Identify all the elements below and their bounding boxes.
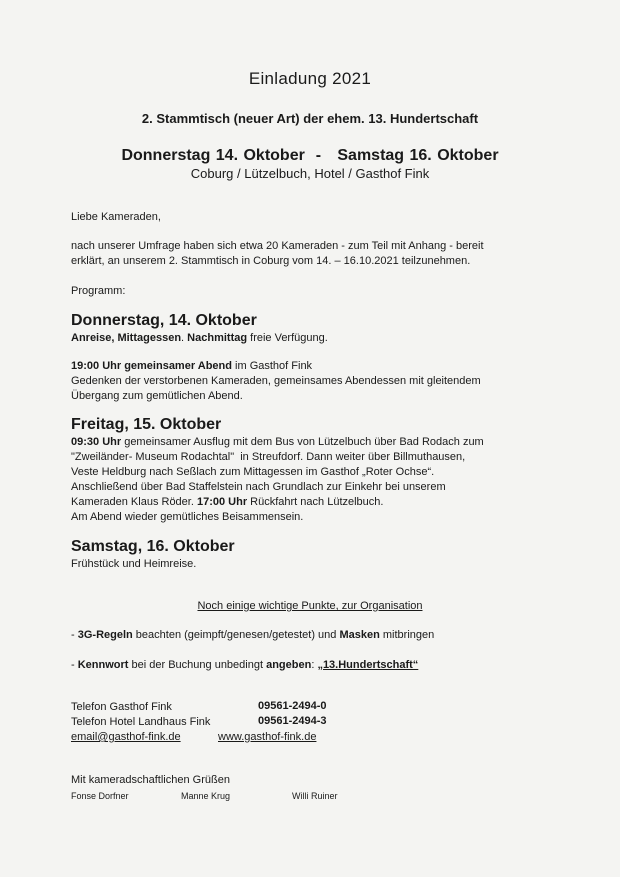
day1-evening-line [71,359,312,374]
contact-phone-1[interactable]: 09561-2494-0 [258,700,327,712]
point-2-mid: bei der Buchung unbedingt [128,659,267,671]
bullet-dash: - [71,659,78,671]
day1-sep: . [181,332,188,344]
day2-line-3: Veste Heldburg nach Seßlach zum Mittagessen im Gasthof „Roter Ochse“. [71,466,435,478]
organisation-point-1 [71,628,434,643]
3g-rules: 3G-Regeln [77,629,133,641]
contact-label-2: Telefon Hotel Landhaus Fink [71,716,211,728]
website-link[interactable]: www.gasthof-fink.de [218,731,317,743]
signature-name-2: Manne Krug [181,791,231,801]
masks: Masken [339,629,380,641]
document-title: Einladung 2021 [248,69,372,88]
signature-name-1: Fonse Dorfner [71,791,129,801]
programm-label: Programm: [71,285,126,297]
day1-evening: 19:00 Uhr gemeinsamer Abend [71,360,232,372]
date-range: Donnerstag 14. Oktober - Samstag 16. Oktober [121,147,499,164]
day1-arrival-line [71,331,328,346]
event-location: Coburg / Lützelbuch, Hotel / Gasthof Fink [190,166,430,181]
greeting: Liebe Kameraden, [71,211,161,223]
password-label: Kennwort [77,659,129,671]
organisation-heading: Noch einige wichtige Punkte, zur Organisation [197,600,423,612]
day2-time-2: 17:00 Uhr [196,496,248,508]
day3-heading: Samstag, 16. Oktober [71,538,235,555]
day1-afternoon-rest: freie Verfügung. [247,332,328,344]
document-subtitle: 2. Stammtisch (neuer Art) der ehem. 13. Hundertschaft [141,111,479,126]
organisation-point-2 [71,658,418,673]
day1-afternoon: Nachmittag [187,332,248,344]
day3-line-1: Frühstück und Heimreise. [71,558,197,570]
day1-heading: Donnerstag, 14. Oktober [71,312,257,329]
intro-line-1: nach unserer Umfrage haben sich etwa 20 Kameraden - zum Teil mit Anhang - bereit [71,240,484,252]
day2-line-6: Am Abend wieder gemütliches Beisammensein. [71,511,304,523]
booking-keyword: „13.Hundertschaft“ [317,659,419,671]
day2-line-5 [71,495,383,510]
intro-line-2: erklärt, an unserem 2. Stammtisch in Coburg vom 14. – 16.10.2021 teilzunehmen. [71,255,471,267]
day2-line-2: "Zweiländer- Museum Rodachtal" in Streufdorf. Dann weiter über Billmuthausen, [71,451,466,463]
closing-greeting: Mit kameradschaftlichen Grüßen [71,774,230,786]
angeben: angeben [266,659,312,671]
day1-line-3: Übergang zum gemütlichen Abend. [71,390,243,402]
day2-line-4: Anschließend über Bad Staffelstein nach Grundlach zur Einkehr bei unserem [71,481,446,493]
day1-arrival: Anreise, Mittagessen [71,332,182,344]
day2-line-5-b: Rückfahrt nach Lützelbuch. [247,496,384,508]
contact-label-1: Telefon Gasthof Fink [71,701,172,713]
day1-line-2: Gedenken der verstorbenen Kameraden, gemeinsames Abendessen mit gleitendem [71,375,481,387]
contact-phone-2[interactable]: 09561-2494-3 [258,715,327,727]
day1-evening-rest: im Gasthof Fink [231,360,313,372]
bullet-dash: - [71,629,78,641]
point-1-mid: beachten (geimpft/genesen/getestet) und [132,629,340,641]
point-2-colon: : [311,659,318,671]
day2-line-5-a: Kameraden Klaus Röder. [71,496,197,508]
signature-name-3: Willi Ruiner [292,791,338,801]
day2-time-1: 09:30 Uhr [71,436,122,448]
point-1-end: mitbringen [379,629,435,641]
day2-line-1-rest: gemeinsamer Ausflug mit dem Bus von Lützelbuch über Bad Rodach zum [121,436,484,448]
email-link[interactable]: email@gasthof-fink.de [71,731,181,743]
day2-heading: Freitag, 15. Oktober [71,416,222,433]
day2-line-1 [71,435,484,450]
